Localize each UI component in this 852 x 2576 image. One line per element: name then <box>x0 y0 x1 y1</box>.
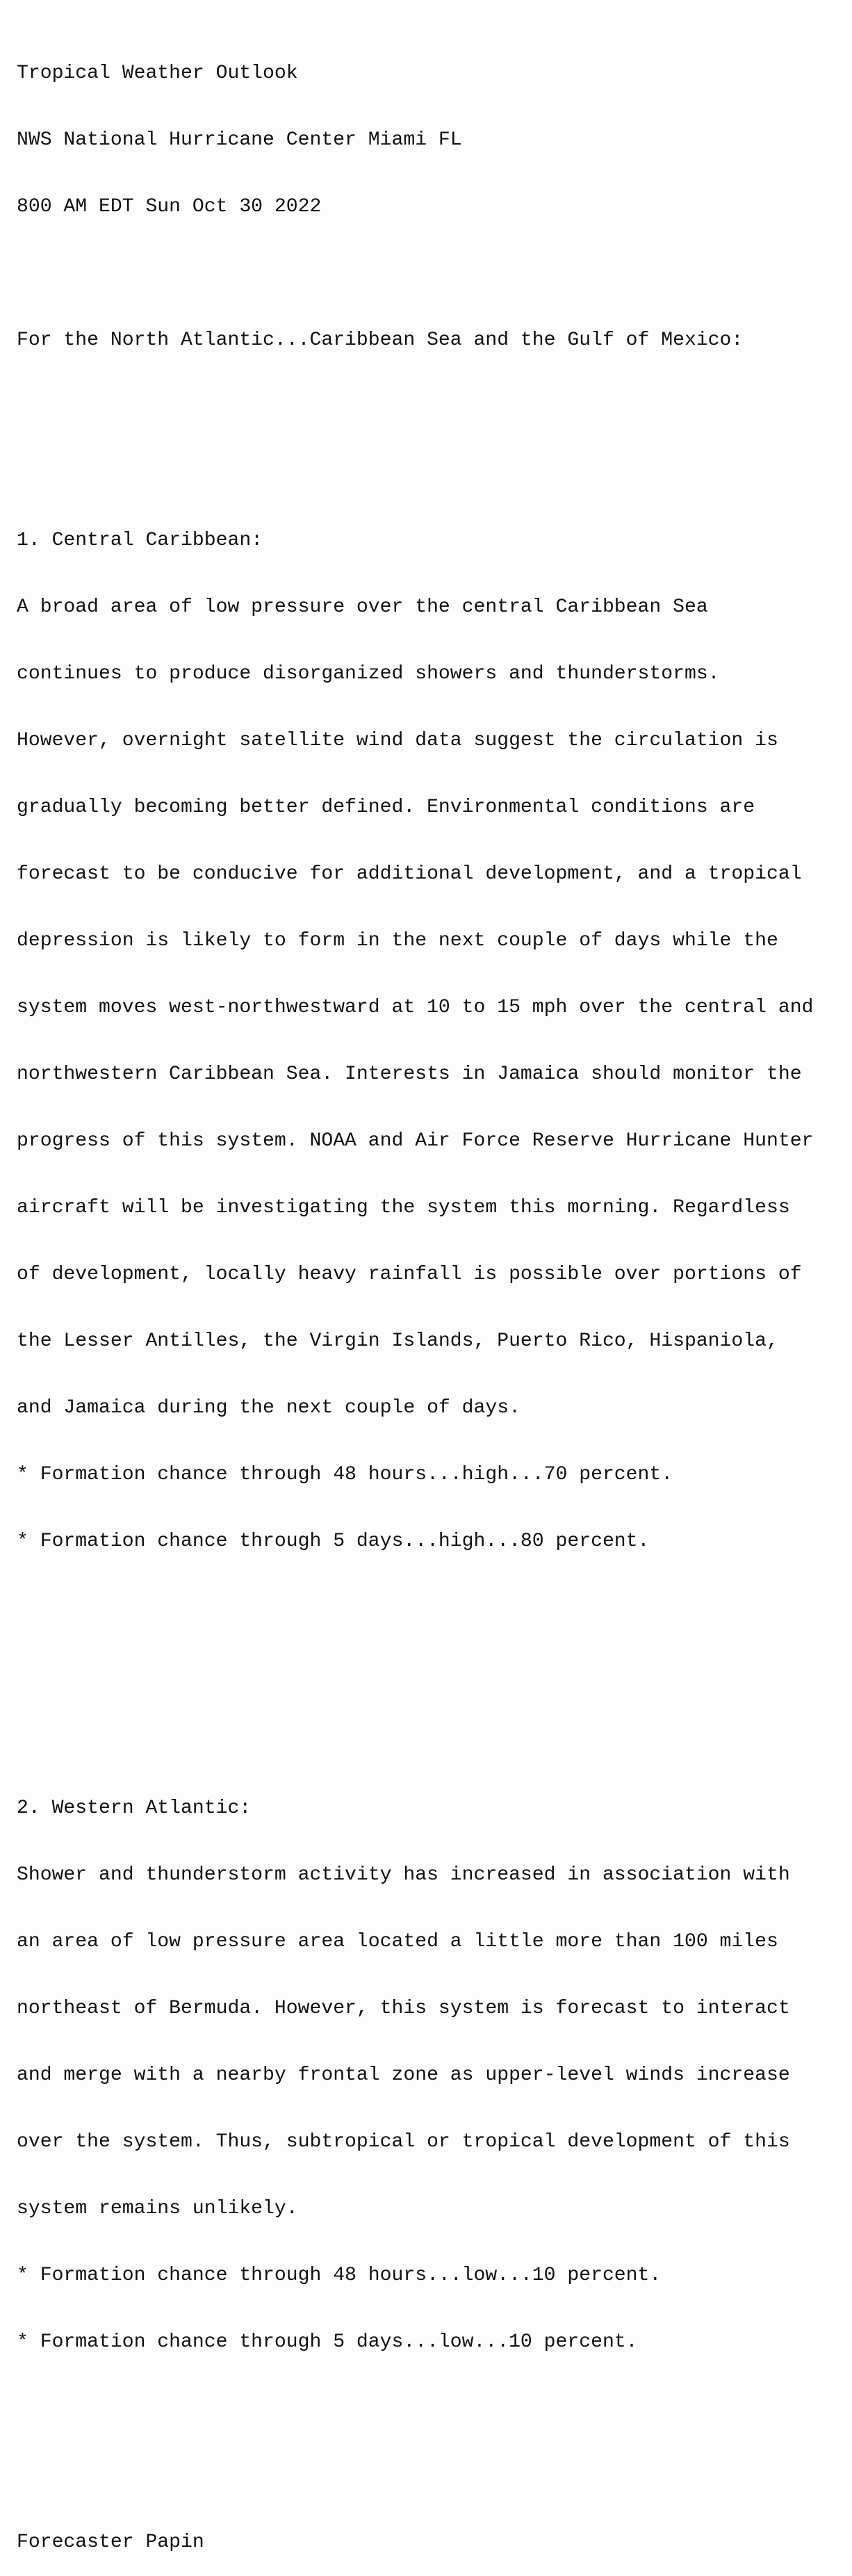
system-text-line: system remains unlikely. <box>17 2198 298 2219</box>
forecaster-signature: Forecaster Papin <box>17 2532 204 2553</box>
system-heading: 2. Western Atlantic: <box>17 1798 252 1819</box>
system-text-line: depression is likely to form in the next couple of days while the <box>17 930 778 952</box>
region-intro: For the North Atlantic...Caribbean Sea and the Gulf of Mexico: <box>17 329 744 351</box>
system-text-line: and merge with a nearby frontal zone as upper-level winds increase <box>17 2064 790 2086</box>
system-text-line: an area of low pressure area located a little more than 100 miles <box>17 1931 778 1953</box>
formation-chance-48h: * Formation chance through 48 hours...high...70 percent. <box>17 1464 673 1485</box>
issuing-office: NWS National Hurricane Center Miami FL <box>17 129 462 151</box>
system-text-line: the Lesser Antilles, the Virgin Islands, Puerto Rico, Hispaniola, <box>17 1330 778 1352</box>
system-text-line: of development, locally heavy rainfall is possible over portions of <box>17 1264 802 1285</box>
system-section-1 <box>17 485 813 1597</box>
system-text-line: northwestern Caribbean Sea. Interests in Jamaica should monitor the <box>17 1063 802 1085</box>
issue-time: 800 AM EDT Sun Oct 30 2022 <box>17 196 322 218</box>
system-text-line: continues to produce disorganized showers and thunderstorms. <box>17 663 720 685</box>
blank-line <box>17 1664 813 1686</box>
system-section-2 <box>17 1753 813 2398</box>
system-text-line: northeast of Bermuda. However, this system is forecast to interact <box>17 1998 790 2019</box>
system-text-line: gradually becoming better defined. Environmental conditions are <box>17 797 755 818</box>
outlook-document <box>17 18 813 2576</box>
document-title: Tropical Weather Outlook <box>17 63 298 84</box>
blank-line <box>17 396 813 418</box>
system-heading: 1. Central Caribbean: <box>17 530 263 551</box>
system-text-line: A broad area of low pressure over the central Caribbean Sea <box>17 596 708 618</box>
formation-chance-5d: * Formation chance through 5 days...high...80 percent. <box>17 1531 650 1552</box>
system-text-line: and Jamaica during the next couple of days. <box>17 1397 521 1419</box>
formation-chance-5d: * Formation chance through 5 days...low...10 percent. <box>17 2331 638 2353</box>
system-text-line: aircraft will be investigating the system this morning. Regardless <box>17 1197 790 1218</box>
blank-line <box>17 2465 813 2487</box>
system-text-line: progress of this system. NOAA and Air Force Reserve Hurricane Hunter <box>17 1130 814 1152</box>
system-text-line: Shower and thunderstorm activity has increased in association with <box>17 1864 790 1886</box>
system-text-line: forecast to be conducive for additional development, and a tropical <box>17 863 802 885</box>
system-text-line: system moves west-northwestward at 10 to 15 mph over the central and <box>17 997 814 1018</box>
blank-line <box>17 263 813 285</box>
formation-chance-48h: * Formation chance through 48 hours...low...10 percent. <box>17 2265 662 2286</box>
system-text-line: over the system. Thus, subtropical or tropical development of this <box>17 2131 790 2153</box>
system-text-line: However, overnight satellite wind data suggest the circulation is <box>17 730 778 751</box>
